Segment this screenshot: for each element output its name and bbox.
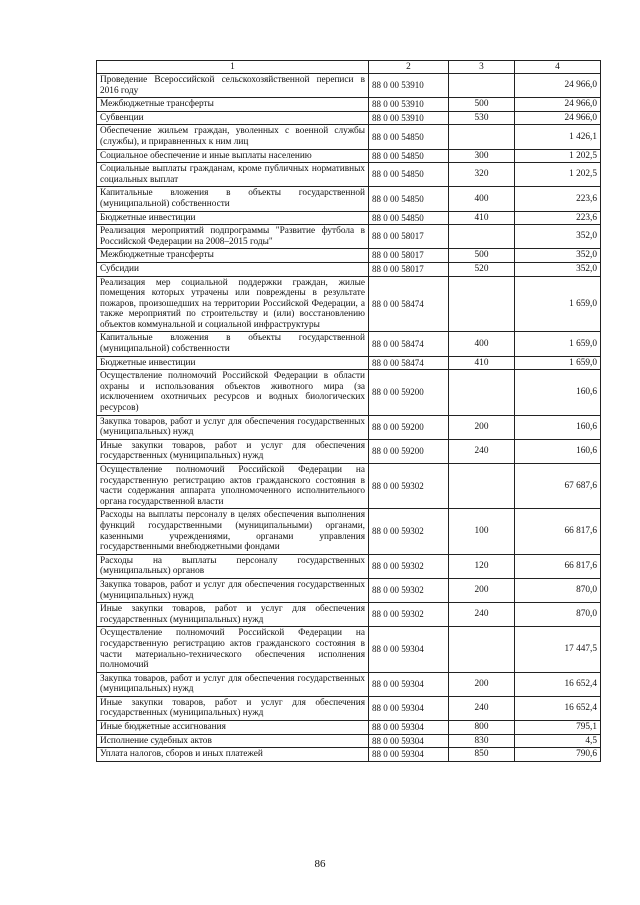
row-amount-cell: 67 687,6 bbox=[515, 464, 601, 509]
table-row bbox=[97, 276, 601, 332]
row-name-cell: Проведение Всероссийской сельскохозяйственной переписи в 2016 году bbox=[97, 74, 369, 98]
row-amount-cell: 160,6 bbox=[515, 370, 601, 415]
header-col-1: 1 bbox=[97, 61, 369, 74]
row-type-cell bbox=[449, 125, 515, 149]
row-amount-cell: 1 659,0 bbox=[515, 332, 601, 356]
table-row bbox=[97, 509, 601, 554]
row-name-cell: Межбюджетные трансферты bbox=[97, 98, 369, 112]
table-row bbox=[97, 603, 601, 627]
table-header-row bbox=[97, 61, 601, 74]
row-code-cell: 88 0 00 54850 bbox=[369, 187, 449, 211]
row-type-cell bbox=[449, 627, 515, 672]
row-amount-cell: 160,6 bbox=[515, 415, 601, 439]
row-amount-cell: 17 447,5 bbox=[515, 627, 601, 672]
row-type-cell: 300 bbox=[449, 149, 515, 163]
table-row bbox=[97, 74, 601, 98]
table-row bbox=[97, 415, 601, 439]
row-name-cell: Субвенции bbox=[97, 111, 369, 125]
row-code-cell: 88 0 00 58017 bbox=[369, 249, 449, 263]
row-amount-cell: 1 202,5 bbox=[515, 163, 601, 187]
row-code-cell: 88 0 00 54850 bbox=[369, 211, 449, 225]
header-col-2: 2 bbox=[369, 61, 449, 74]
row-type-cell bbox=[449, 276, 515, 332]
row-name-cell: Капитальные вложения в объекты государственной (муниципальной) собственности bbox=[97, 187, 369, 211]
row-code-cell: 88 0 00 58474 bbox=[369, 276, 449, 332]
row-code-cell: 88 0 00 59304 bbox=[369, 627, 449, 672]
page-number: 86 bbox=[314, 858, 326, 870]
row-name-cell: Бюджетные инвестиции bbox=[97, 356, 369, 370]
row-type-cell: 520 bbox=[449, 262, 515, 276]
row-name-cell: Социальное обеспечение и иные выплаты населению bbox=[97, 149, 369, 163]
row-amount-cell: 1 202,5 bbox=[515, 149, 601, 163]
row-type-cell: 830 bbox=[449, 734, 515, 748]
table-row bbox=[97, 627, 601, 672]
table-row bbox=[97, 125, 601, 149]
row-type-cell bbox=[449, 225, 515, 249]
header-col-4: 4 bbox=[515, 61, 601, 74]
header-col-3: 3 bbox=[449, 61, 515, 74]
row-amount-cell: 352,0 bbox=[515, 262, 601, 276]
table-row bbox=[97, 225, 601, 249]
row-code-cell: 88 0 00 59302 bbox=[369, 464, 449, 509]
row-amount-cell: 16 652,4 bbox=[515, 672, 601, 696]
row-name-cell: Расходы на выплаты персоналу государственных (муниципальных) органов bbox=[97, 554, 369, 578]
row-amount-cell: 24 966,0 bbox=[515, 98, 601, 112]
row-code-cell: 88 0 00 59200 bbox=[369, 370, 449, 415]
row-type-cell: 240 bbox=[449, 439, 515, 463]
row-type-cell: 500 bbox=[449, 249, 515, 263]
row-type-cell: 400 bbox=[449, 187, 515, 211]
table-row bbox=[97, 163, 601, 187]
row-code-cell: 88 0 00 53910 bbox=[369, 74, 449, 98]
table-row bbox=[97, 98, 601, 112]
row-amount-cell: 66 817,6 bbox=[515, 554, 601, 578]
row-type-cell: 120 bbox=[449, 554, 515, 578]
row-code-cell: 88 0 00 59304 bbox=[369, 721, 449, 735]
row-amount-cell: 1 659,0 bbox=[515, 356, 601, 370]
row-amount-cell: 795,1 bbox=[515, 721, 601, 735]
row-type-cell: 240 bbox=[449, 603, 515, 627]
row-type-cell bbox=[449, 370, 515, 415]
row-type-cell: 850 bbox=[449, 748, 515, 762]
row-code-cell: 88 0 00 59304 bbox=[369, 696, 449, 720]
row-type-cell: 240 bbox=[449, 696, 515, 720]
row-name-cell: Иные закупки товаров, работ и услуг для обеспечения государственных (муниципальных) нужд bbox=[97, 696, 369, 720]
row-amount-cell: 16 652,4 bbox=[515, 696, 601, 720]
row-code-cell: 88 0 00 59302 bbox=[369, 578, 449, 602]
row-name-cell: Социальные выплаты гражданам, кроме публичных нормативных социальных выплат bbox=[97, 163, 369, 187]
table-row bbox=[97, 356, 601, 370]
table-row bbox=[97, 734, 601, 748]
table-row bbox=[97, 578, 601, 602]
row-name-cell: Осуществление полномочий Российской Федерации на государственную регистрацию актов гражданского состояния в части материально-технического обеспечения исполнения полномочий bbox=[97, 627, 369, 672]
table-row bbox=[97, 249, 601, 263]
row-amount-cell: 870,0 bbox=[515, 603, 601, 627]
table-row bbox=[97, 439, 601, 463]
row-type-cell: 530 bbox=[449, 111, 515, 125]
row-name-cell: Осуществление полномочий Российской Федерации в области охраны и использования объектов животного мира (за исключением охотничьих ресурсов и водных биологических ресурсов) bbox=[97, 370, 369, 415]
table-body bbox=[97, 74, 601, 762]
row-name-cell: Межбюджетные трансферты bbox=[97, 249, 369, 263]
table-row bbox=[97, 370, 601, 415]
row-type-cell bbox=[449, 74, 515, 98]
table-row bbox=[97, 672, 601, 696]
row-name-cell: Субсидии bbox=[97, 262, 369, 276]
row-amount-cell: 223,6 bbox=[515, 211, 601, 225]
row-type-cell: 320 bbox=[449, 163, 515, 187]
table-row bbox=[97, 464, 601, 509]
row-amount-cell: 352,0 bbox=[515, 225, 601, 249]
row-amount-cell: 24 966,0 bbox=[515, 74, 601, 98]
row-amount-cell: 160,6 bbox=[515, 439, 601, 463]
row-code-cell: 88 0 00 54850 bbox=[369, 125, 449, 149]
row-amount-cell: 24 966,0 bbox=[515, 111, 601, 125]
row-code-cell: 88 0 00 59302 bbox=[369, 554, 449, 578]
row-amount-cell: 223,6 bbox=[515, 187, 601, 211]
row-type-cell: 100 bbox=[449, 509, 515, 554]
row-name-cell: Уплата налогов, сборов и иных платежей bbox=[97, 748, 369, 762]
row-code-cell: 88 0 00 58474 bbox=[369, 332, 449, 356]
row-code-cell: 88 0 00 59200 bbox=[369, 415, 449, 439]
table-row bbox=[97, 721, 601, 735]
row-type-cell: 400 bbox=[449, 332, 515, 356]
row-type-cell: 800 bbox=[449, 721, 515, 735]
row-name-cell: Бюджетные инвестиции bbox=[97, 211, 369, 225]
table-row bbox=[97, 211, 601, 225]
row-type-cell: 410 bbox=[449, 211, 515, 225]
row-type-cell: 200 bbox=[449, 578, 515, 602]
row-name-cell: Иные закупки товаров, работ и услуг для обеспечения государственных (муниципальных) нужд bbox=[97, 439, 369, 463]
table-row bbox=[97, 111, 601, 125]
row-code-cell: 88 0 00 54850 bbox=[369, 163, 449, 187]
budget-table bbox=[96, 60, 601, 762]
row-name-cell: Осуществление полномочий Российской Федерации на государственную регистрацию актов гражданского состояния в части содержания аппарата уполномоченного исполнительного органа государственной власти bbox=[97, 464, 369, 509]
table-row bbox=[97, 554, 601, 578]
table-row bbox=[97, 187, 601, 211]
row-amount-cell: 1 659,0 bbox=[515, 276, 601, 332]
row-amount-cell: 790,6 bbox=[515, 748, 601, 762]
row-code-cell: 88 0 00 59200 bbox=[369, 439, 449, 463]
row-name-cell: Реализация мероприятий подпрограммы "Развитие футбола в Российской Федерации на 2008–2015 годы" bbox=[97, 225, 369, 249]
table-row bbox=[97, 149, 601, 163]
row-code-cell: 88 0 00 53910 bbox=[369, 98, 449, 112]
row-code-cell: 88 0 00 59304 bbox=[369, 672, 449, 696]
row-type-cell bbox=[449, 464, 515, 509]
row-name-cell: Реализация мер социальной поддержки граждан, жилые помещения которых утрачены или повреждены в результате пожаров, произошедших на территории Российской Федерации, а также мероприятий по строительству и (или) восстановлению объектов коммунальной и социальной инфраструктуры bbox=[97, 276, 369, 332]
row-amount-cell: 1 426,1 bbox=[515, 125, 601, 149]
row-code-cell: 88 0 00 59302 bbox=[369, 603, 449, 627]
row-amount-cell: 870,0 bbox=[515, 578, 601, 602]
row-code-cell: 88 0 00 58474 bbox=[369, 356, 449, 370]
row-code-cell: 88 0 00 58017 bbox=[369, 225, 449, 249]
row-code-cell: 88 0 00 58017 bbox=[369, 262, 449, 276]
row-amount-cell: 352,0 bbox=[515, 249, 601, 263]
row-name-cell: Расходы на выплаты персоналу в целях обеспечения выполнения функций государственными (муниципальными) органами, казенными учреждениями, органами управления государственными внебюджетными фондами bbox=[97, 509, 369, 554]
row-name-cell: Иные бюджетные ассигнования bbox=[97, 721, 369, 735]
row-code-cell: 88 0 00 59302 bbox=[369, 509, 449, 554]
row-code-cell: 88 0 00 54850 bbox=[369, 149, 449, 163]
row-name-cell: Закупка товаров, работ и услуг для обеспечения государственных (муниципальных) нужд bbox=[97, 672, 369, 696]
row-name-cell: Капитальные вложения в объекты государственной (муниципальной) собственности bbox=[97, 332, 369, 356]
table-row bbox=[97, 262, 601, 276]
row-code-cell: 88 0 00 59304 bbox=[369, 734, 449, 748]
table-row bbox=[97, 748, 601, 762]
row-type-cell: 410 bbox=[449, 356, 515, 370]
row-type-cell: 200 bbox=[449, 415, 515, 439]
row-name-cell: Закупка товаров, работ и услуг для обеспечения государственных (муниципальных) нужд bbox=[97, 578, 369, 602]
table-row bbox=[97, 696, 601, 720]
row-code-cell: 88 0 00 53910 bbox=[369, 111, 449, 125]
row-name-cell: Иные закупки товаров, работ и услуг для обеспечения государственных (муниципальных) нужд bbox=[97, 603, 369, 627]
row-amount-cell: 4,5 bbox=[515, 734, 601, 748]
row-name-cell: Обеспечение жильем граждан, уволенных с военной службы (службы), и приравненных к ним лиц bbox=[97, 125, 369, 149]
row-name-cell: Закупка товаров, работ и услуг для обеспечения государственных (муниципальных) нужд bbox=[97, 415, 369, 439]
table-row bbox=[97, 332, 601, 356]
row-amount-cell: 66 817,6 bbox=[515, 509, 601, 554]
row-type-cell: 200 bbox=[449, 672, 515, 696]
row-code-cell: 88 0 00 59304 bbox=[369, 748, 449, 762]
row-type-cell: 500 bbox=[449, 98, 515, 112]
row-name-cell: Исполнение судебных актов bbox=[97, 734, 369, 748]
